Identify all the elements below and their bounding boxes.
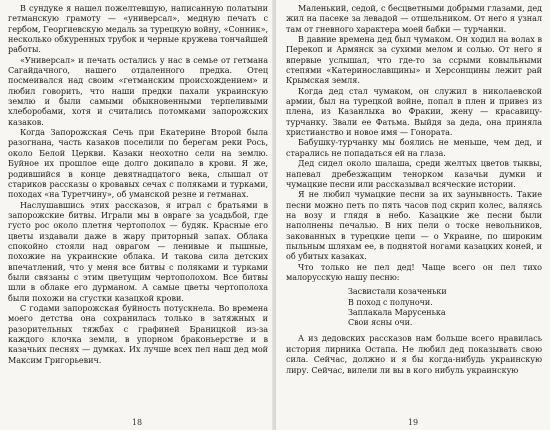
paragraph: А из дедовских рассказов нам больше всего нравилась история лирника Остапа. Не любил дед показывать свою сила. Сейчас, должно и я бы когда-нибудь украинскую лиру. Сейчас, вилели ли вы в кого нибуль украинскую: [286, 333, 542, 375]
right-page: [276, 0, 550, 430]
poem-line: В поход с полуночи.: [348, 297, 433, 307]
paragraph: В сундуке я нашел пожелтевшую, написанную полатыни гетманскую грамоту — «универсал», медную печать с гербом, Георгиевскую медаль за турецкую войну, «Сонник», несколько обкуренных трубок и черные кружева тончайшей работы.: [8, 3, 268, 55]
right-page-text: [286, 3, 542, 375]
paragraph: В давние времена дед был чумаком. Он ходил на волах в Перекоп и Армянск за сухими мелом и солью. От него я впервые услышал, что где-то за ссрыми ковыльными степями «Катеринославщины» и Херсонщины лежит рай Крымская земля.: [286, 34, 542, 86]
paragraph: Что только не пел дед! Чаще всего он пел тихо малорусскую нашу песню:: [286, 261, 542, 282]
paragraph: Бабушку-турчанку мы боялись не меньше, чем дед, и старались не попадаться ей на глаза.: [286, 137, 542, 158]
paragraph: Когда Запорожская Сечь при Екатерине Второй была разогнана, часть казаков поселили по берегам реки Рось, около Белой Церкви. Казаки неохотно сели на землю. Буйное их прошлое еще долго докипало в крови. Я же, родившийся в конце девятнадцатого века, слышал от стариков рассказы о кровавых сечах с поляками и турками, походах «на Туретчину», об уманской резне и гетманах.: [8, 127, 268, 200]
poem-line: Заплакала Марусенька: [348, 307, 446, 317]
paragraph: «Универсал» и печать остались у нас в семье от гетмана Сагайдачного, нашего отдаленного предка. Отец посмеивался над своим «гетманским происхождением» и любил говорить, что наши предки пахали украинскую землю и были самыми обыкновенными терпеливыми хлеборобами, хотя и считались потомками запорожских казаков.: [8, 54, 268, 127]
paragraph: Когда дед стал чумаком, он служил в николаевской армии, был на турецкой войне, попал в плен и привез из плена, из Казанлыка во Фракии, жену — красавицу-турчанку. Звали ее Фатьма. Выйдя за деда, она приняла христианство и новое имя — Гонората.: [286, 85, 542, 138]
paragraph: Дед сидел около шалаша, среди желтых цветов тыквы, напевал дребезжащим тенорком казачьи думки и чумацкие песни или рассказывал всяческие истории.: [286, 158, 542, 189]
paragraph: С годами запорожская буйность потускнела. Во времена моего детства она сохранилась только в затяжных и разорительных тяжбах с графиней Браницкой из-за каждого клочка земли, в упорном браконьерстве и в казачьих песнях — думках. Их лучше всех пел наш дед мой Максим Григорьевич.: [8, 302, 268, 365]
left-page-text: [8, 3, 268, 365]
paragraph: Маленький, седой, с бесцветными добрыми глазами, дед жил на пасеке за левадой — отшельником. От него я узнал там от гневного характера моей бабки — турчанки.: [286, 3, 542, 34]
paragraph: Наслушавшись этих рассказов, я играл с братьями в запорожские битвы. Играли мы в овраге за усадьбой, где густо рос около плетня чертополох — будяк. Красные его цветы издавали даже в жару приторный запах. Облака спокойно стояли над оврагом — ленивые и пышные, похожие на украинские облака. И такова сила детских впечатлений, что у меня все битвы с поляками и турками были связаны с этим цветущим чертополохом. Все битвы шли в облаке его дурманом. А самые цветы чертополоха были похожи на сгустки казацкой крови.: [8, 199, 268, 303]
page-number: 19: [407, 418, 419, 427]
poem-quote: [348, 287, 542, 328]
poem-line: Свои ясны очи.: [348, 318, 413, 328]
left-page: [0, 0, 274, 430]
page-number: 18: [131, 418, 143, 427]
poem-line: Засвистали козаченьки: [348, 287, 447, 297]
paragraph: Я не любил чумацкие песни за их заунывность. Такие песни можно петь по пять часов под скрип колес, валяясь на возу и глядя в небо. Казацкие же песни были наполнены печалью. В них пели о тоске невольников, закованных в турецкие цепи — о Украине, по широким пыльным шляхам ее, в поднятой ногами казацких коней, и об убитых казаках.: [286, 189, 542, 262]
